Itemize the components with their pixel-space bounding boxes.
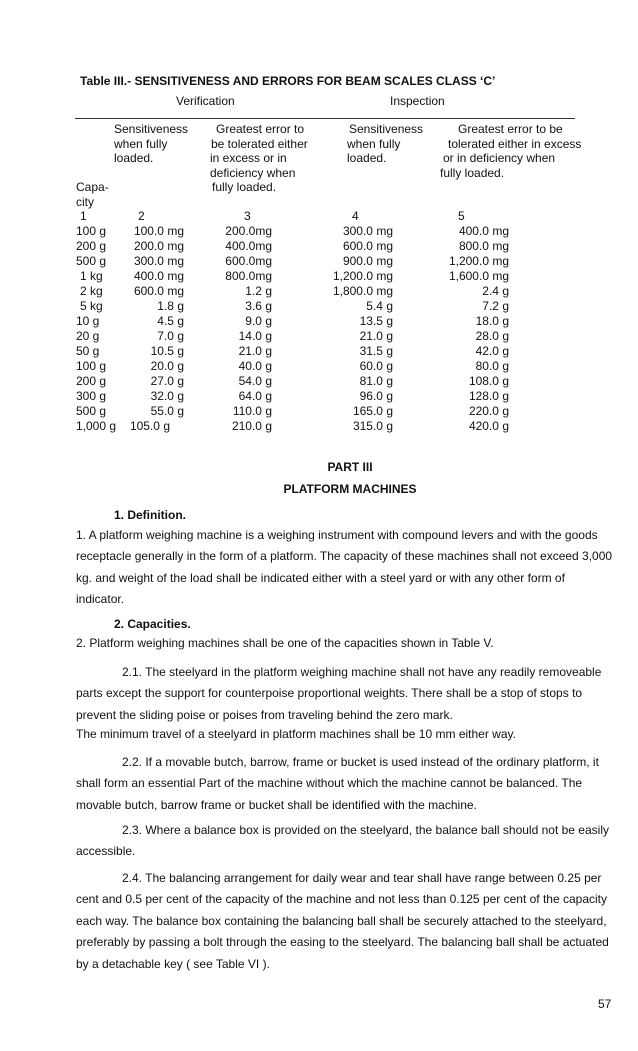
group-header-inspection: Inspection <box>390 94 445 108</box>
table-row: 500 g 55.0 g 110.0 g 165.0 g 220.0 g <box>76 404 509 418</box>
capacities-paragraph: 2. Platform weighing machines shall be one of the capacities shown in Table V. <box>76 636 494 650</box>
paragraph-2-2: 2.2. If a movable butch, barrow, frame or bucket is used instead of the ordinary platform, it shall form an essential Part of the machine without which the machine cannot be balanced. The movable butch, barrow frame or bucket shall be identified with the machine. <box>76 755 599 812</box>
column-number-3: 3 <box>244 209 251 223</box>
group-header-verification: Verification <box>176 94 235 108</box>
table-row: 200 g 27.0 g 54.0 g 81.0 g 108.0 g <box>76 374 509 388</box>
header-rule <box>75 118 575 119</box>
table-row: 50 g 10.5 g 21.0 g 31.5 g 42.0 g <box>76 344 509 358</box>
paragraph-2-3: 2.3. Where a balance box is provided on the steelyard, the balance ball should not be easily accessible. <box>76 823 609 859</box>
column-3-header: Greatest error to be tolerated either in excess or in deficiency when fully loaded. <box>210 122 308 194</box>
table-row: 2 kg 600.0 mg 1.2 g 1,800.0 mg 2.4 g <box>80 284 509 298</box>
table-row: 5 kg 1.8 g 3.6 g 5.4 g 7.2 g <box>80 299 509 313</box>
section-definition-heading: 1. Definition. <box>114 508 186 522</box>
paragraph-2-1: 2.1. The steelyard in the platform weighing machine shall not have any readily removeable parts except the support for counterpoise proportional weights. There shall be a stop of stops to prevent the sliding poise or poises from traveling behind the zero mark. <box>76 665 602 722</box>
column-5-header: Greatest error to be tolerated either in excess or in deficiency when fully loaded. <box>440 122 582 180</box>
paragraph-2-1-note: The minimum travel of a steelyard in platform machines shall be 10 mm either way. <box>76 727 516 741</box>
table-row: 500 g 300.0 mg 600.0mg 900.0 mg 1,200.0 mg <box>76 254 509 268</box>
part-subheading: PLATFORM MACHINES <box>283 482 417 496</box>
column-2-header: Sensitiveness when fully loaded. <box>114 122 189 165</box>
section-capacities-heading: 2. Capacities. <box>114 617 191 631</box>
column-number-2: 2 <box>138 209 145 223</box>
column-number-4: 4 <box>352 209 359 223</box>
table-row: 20 g 7.0 g 14.0 g 21.0 g 28.0 g <box>76 329 509 343</box>
column-4-header: Sensitiveness when fully loaded. <box>347 122 424 165</box>
column-number-5: 5 <box>458 209 465 223</box>
table-row: 300 g 32.0 g 64.0 g 96.0 g 128.0 g <box>76 389 509 403</box>
table-title: Table III.- SENSITIVENESS AND ERRORS FOR BEAM SCALES CLASS ‘C’ <box>80 74 496 88</box>
column-1-header: Capa- city <box>76 180 109 209</box>
table-row: 100 g 100.0 mg 200.0mg 300.0 mg 400.0 mg <box>76 224 509 238</box>
part-heading: PART III <box>327 460 373 474</box>
table-row: 200 g 200.0 mg 400.0mg 600.0 mg 800.0 mg <box>76 239 509 253</box>
definition-paragraph: 1. A platform weighing machine is a weighing instrument with compound levers and with the goods receptacle generally in the form of a platform. The capacity of these machines shall not exceed 3,000 kg. and weight of the load shall be indicated either with a steel yard or with any other form of indicator. <box>76 528 613 607</box>
column-number-1: 1 <box>80 209 87 223</box>
table-row: 100 g 20.0 g 40.0 g 60.0 g 80.0 g <box>76 359 509 373</box>
table-row: 1,000 g 105.0 g 210.0 g 315.0 g 420.0 g <box>76 419 509 433</box>
page-number: 57 <box>598 997 612 1011</box>
table-row: 10 g 4.5 g 9.0 g 13.5 g 18.0 g <box>76 314 509 328</box>
table-row: 1 kg 400.0 mg 800.0mg 1,200.0 mg 1,600.0 mg <box>80 269 509 283</box>
paragraph-2-4: 2.4. The balancing arrangement for daily wear and tear shall have range between 0.25 per cent and 0.5 per cent of the capacity of the machine and not less than 0.125 per cent of the capacity each way. The balance box containing the balancing ball shall be securely attached to the steelyard, preferably by passing a bolt through the easing to the steelyard. The balancing ball shall be actuated by a detachable key ( see Table VI ). <box>76 871 609 971</box>
